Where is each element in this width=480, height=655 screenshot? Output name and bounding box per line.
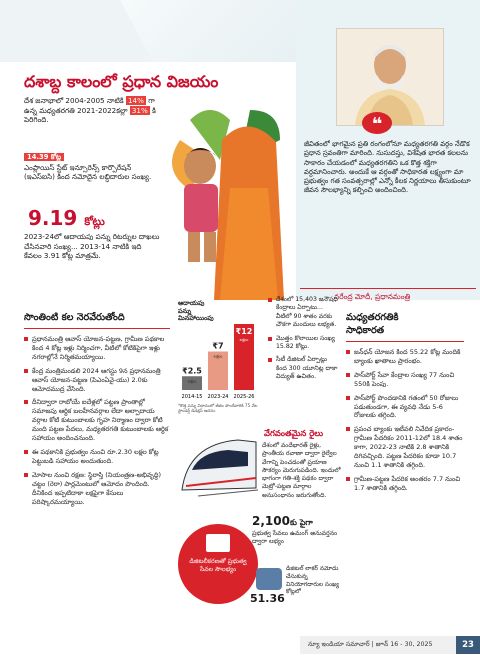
pm-signature: నరేంద్ర మోదీ, ప్రధానమంత్రి (334, 292, 411, 301)
pm-quote: జీవితంలో భాగమైన ప్రతి రంగంలోనూ మధ్యతరగతి వర్గం నేడొక ప్రధాన స్రవంతిగా మారింది. నుసుదస్తు, విశేషిత భారత కలలను సాకారం చేయడంలో మధ్యతరగతిని ఒక కొత్త శక్తిగా వర్ధమానించారు. అందుకే ఆ వర్గంతో సాధికారత లక్ష్యంగా మా ప్రభుత్వం గత సంవత్సరాల్లో ఎన్నో కీలక నిర్ణయాలు తీసుకుంటూ జీవన సౌలభ్యాన్ని కల్పించి అందించింది. (304, 140, 471, 195)
itr-big-number: 9.19 కోట్లు (28, 206, 105, 230)
esic-badge: 14.39 కోట్ల (24, 153, 64, 161)
empowerment-bullet: పాస్‌పోర్ట్ సేవా కేంద్రాల సంఖ్య 77 నుంచి 550కి పెంపు. (346, 371, 464, 389)
mid-bullet: సీటీ డిజిటల్ ఏర్పాట్లు కింద 300 యూనిట్ల దాకా విద్యుత్ ఉచితం. (268, 356, 338, 381)
income-tax-chart (178, 300, 262, 426)
bar-value-label: ₹7 (212, 341, 224, 351)
mid-bullet: దేశంలో 15,403 జనౌషధి కేంద్రాలు ఏర్పాటు... వీటిలో 90 శాతం వరకు చౌకగా మందులు లభ్యత. (268, 296, 338, 330)
housing-bullet: దీనిద్వారా రాబోయే ఐదేళ్లలో పట్టణ ప్రాంతాల్లో సమాజపు ఆర్థిక బలహీనవర్గాల లేదా అల్పాదాయ వర్గాల కోటి కుటుంబాలకు గృహ నిర్మాణం ద్వారా కోటి మంది పట్టణ పేదలు, మధ్యతరగతి కుటుంబాలకు ఆర్థిక సహాయం అందించనుంది. (24, 398, 170, 443)
empowerment-bullet: పాస్‌పోర్ట్ పొందడానికి గతంలో 50 రోజులు పడుతుండగా, ఈ వ్యవధి నేడు 5-6 రోజులకు తగ్గింది. (346, 394, 464, 421)
umang-stat: 2,100కు పైగా (252, 514, 313, 528)
housing-bullet: మోసాల నుంచి రక్షణ: స్థిరాస్తి (నియంత్రణ-అభివృద్ధి) చట్టం (రెరా) పార్లమెంటులో ఆమోదం పొందింది. దీనికింద ఇప్పటిదాకా లక్షపైగా కేసులు పరిష్కారమయ్యాయి. (24, 471, 170, 507)
bar-unit-label: లక్షలు (187, 378, 197, 384)
mid-bullet: మొత్తం కొలాయిల సంఖ్య 15.82 కోట్లు. (268, 335, 338, 352)
stat-esic: 14.39 కోట్ల ఎంప్లాయిస్ స్టేట్ ఇన్సూరెన్స్ కార్పొరేషన్ (ఇఎస్ఐసి) కింద నమోదైన లబ్ధిదారుల సంఖ్య. (24, 153, 152, 181)
bar-category-label: 2014-15 (181, 394, 203, 400)
empowerment-section (346, 312, 464, 498)
pm-portrait (336, 28, 444, 126)
page-number: 23 (456, 636, 480, 654)
housing-bullet: కేంద్ర మంత్రిమండలి 2024 ఆగస్టు 9న ప్రధానమంత్రి ఆవాస్ యోజన-పట్టణ (పిఎంఏవై-యు) 2.0కు ఆమోదముద్ర వేసింది. (24, 367, 170, 394)
digilocker-text: డిజిటల్ లాకర్ నమోదు చేసుకున్న వినియోగదారుల సంఖ్య కోట్లలో (286, 566, 340, 596)
chart-note: *కొత్త పన్ను విధానంలో జీతం పొందేవారికి 75 వేల స్టాండర్డ్ డిడక్షన్ అదనం (178, 403, 258, 413)
bar-unit-label: లక్షలు (213, 353, 223, 359)
housing-bullet: ఈ పథకానికి ప్రభుత్వం నుంచి రూ.2.30 లక్షల కోట్ల పెట్టుబడి సహాయం అందుతుంది. (24, 448, 170, 466)
mid-column (268, 296, 338, 387)
digilocker-number: 51.36 (250, 592, 285, 605)
housing-title: సొంతింటి కల నెరవేరుతోంది (24, 312, 125, 323)
digital-circle (178, 524, 258, 604)
housing-section (24, 312, 170, 511)
bar-value-label: ₹2.5 (182, 366, 202, 376)
umang-text: ప్రభుత్వ సేవలు ఉమంగ్ అనువర్తనం ద్వారా లభ్యం (252, 530, 338, 546)
page-title: దశాబ్ద కాలంలో ప్రధాన విజయం (24, 72, 219, 91)
bar-category-label: 2025-26 (233, 394, 255, 400)
itr-text: 2023-24లో ఆదాయపు పన్ను రిటర్నుల దాఖలు చేసినవారి సంఖ్య... 2013-14 నాటికి ఇది కేవలం 3.91 కోట్ల మాత్రమే. (24, 232, 160, 260)
empowerment-title: మధ్యతరగతికి సాధికారత (346, 312, 399, 336)
pct-badge-1: 14% (127, 96, 144, 105)
empowerment-bullet: గ్రామీణ-పట్టణ పేదరిక అంతరం 7.7 నుంచి 1.7 శాతానికి తగ్గింది. (346, 475, 464, 493)
stat-middle-class: దేశ జనాభాలో 2004-2005 నాటికి 14% గా ఉన్న మధ్యతరగతి 2021-2022కల్లా 31% కి పెరిగింది. (24, 96, 156, 124)
housing-title-rule (24, 328, 170, 329)
train-illustration (178, 430, 260, 498)
cloud-icon (256, 568, 282, 590)
pct-badge-2: 31% (131, 105, 148, 115)
quote-divider (300, 288, 476, 289)
rail-title: వేగవంతమైన రైలు (264, 428, 324, 438)
bar-category-label: 2023-24 (207, 394, 229, 400)
empowerment-title-rule (346, 341, 464, 342)
quote-icon: ❝ (362, 112, 392, 134)
footer-text: న్యూ ఇండియా సమాచార్ | జూన్ 16 - 30, 2025 (308, 641, 433, 648)
housing-bullet: ప్రధానమంత్రి ఆవాస్ యోజన-పట్టణ, గ్రామీణ పథకాల కింద 4 కోట్ల ఇళ్లు నిర్మించగా, వీటిలో కోటికిపైగా ఇళ్లు నగరాల్లోనే నిర్మితమయ్యాయి. (24, 335, 170, 362)
bar-chart-svg (178, 300, 262, 400)
mother-child-photo (160, 100, 300, 300)
empowerment-bullet: జన్‌ధన్ యోజన కింద 55.22 కోట్ల మందికి బ్యాంకు ఖాతాలు ప్రారంభం. (346, 348, 464, 366)
rail-text: దేశంలో వందేభారత్ రైళ్లు, ప్రాంతీయ రవాణా ద్వారా రైల్వేల వేగాన్ని పెంచడంతో ప్రయాణ సౌకర్యం మెరుగుపడింది. ఇందులో భాగంగా గతి-శక్తి పథకం ద్వారా మెట్రో-పట్టణ మార్గాల అనుసంధానం జరుగుతోంది. (262, 442, 341, 499)
bar-value-label: ₹12 (235, 327, 253, 336)
empowerment-bullet: ప్రపంచ బ్యాంకు ఇటీవలి నివేదిక ప్రకారం- గ్రామీణ పేదరికం 2011-12లో 18.4 శాతం కాగా, 2022-23 నాటికి 2.8 శాతానికి దిగివచ్చింది. పట్టణ పేదరికం కూడా 10.7 నుంచి 1.1 శాతానికి తగ్గింది. (346, 425, 464, 470)
digital-circle-text: డిజిటలీకరణతో ప్రభుత్వ సేవల సౌలభ్యం (189, 558, 247, 573)
bar-unit-label: లక్షలు (239, 337, 249, 342)
chart-title: ఆదాయపు పన్ను మినహాయింపు (178, 299, 214, 323)
laptop-icon (206, 534, 230, 552)
